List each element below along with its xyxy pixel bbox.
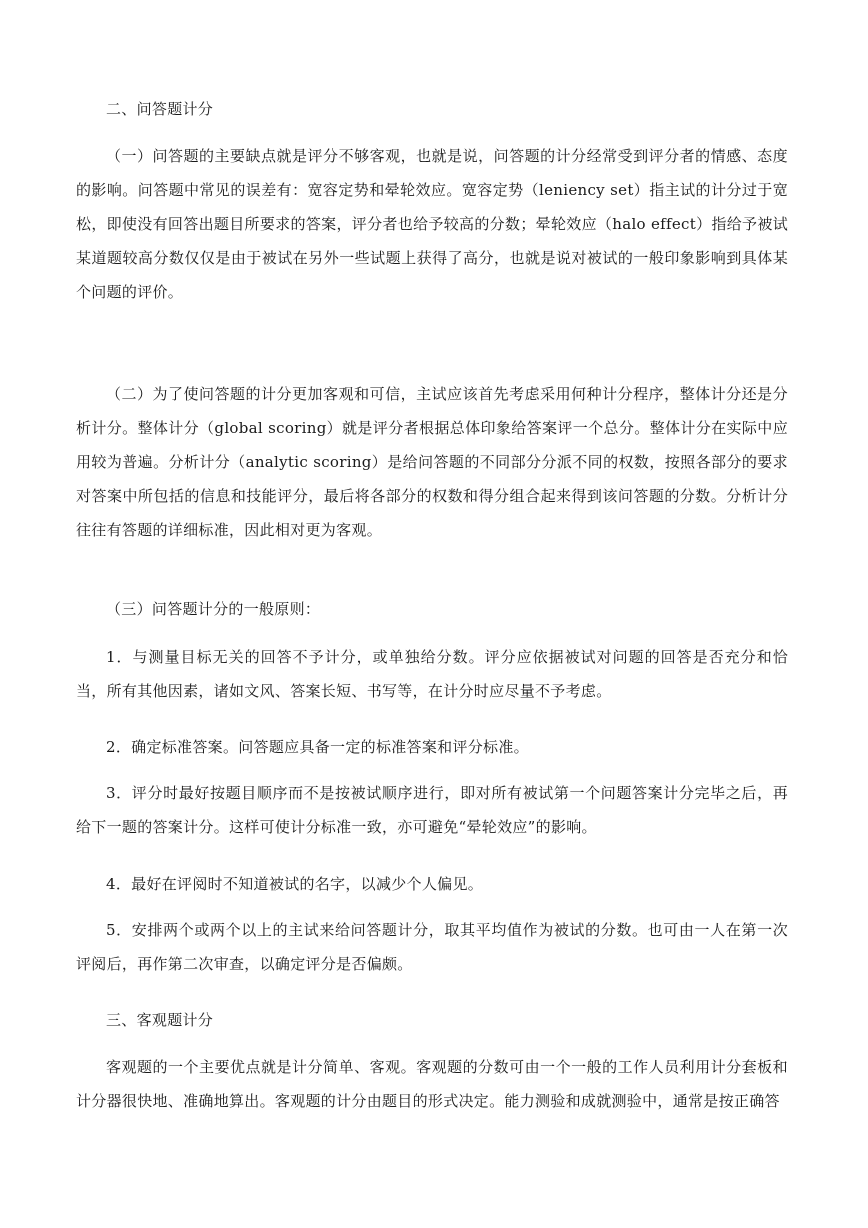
paragraph-general-principles: （三）问答题计分的一般原则： [106,600,321,618]
paragraph-essay-weakness: （一）问答题的主要缺点就是评分不够客观，也就是说，问答题的计分经常受到评分者的情感、态度的影响。问答题中常见的误差有：宽容定势和晕轮效应。宽容定势（leniency set）指主试的计分过于宽松，即使没有回答出题目所要求的答案，评分者也给予较高的分数；晕轮效应（halo effect）指给予被试某道题较高分数仅仅是由于被试在另外一些试题上获得了高分，也就是说对被试的一般印象影响到具体某个问题的评价。 [76,147,788,301]
principle-item-3: 3．评分时最好按题目顺序而不是按被试顺序进行，即对所有被试第一个问题答案计分完毕之后，再给下一题的答案计分。这样可使计分标准一致，亦可避免“晕轮效应”的影响。 [76,784,788,836]
principle-item-2: 2．确定标准答案。问答题应具备一定的标准答案和评分标准。 [106,738,529,756]
section-heading-objective-scoring: 三、客观题计分 [106,1011,214,1029]
principle-item-4: 4．最好在评阅时不知道被试的名字，以减少个人偏见。 [106,875,484,893]
principle-item-5: 5．安排两个或两个以上的主试来给问答题计分，取其平均值作为被试的分数。也可由一人在第一次评阅后，再作第二次审查，以确定评分是否偏颇。 [76,921,788,973]
principle-item-1: 1．与测量目标无关的回答不予计分，或单独给分数。评分应依据被试对问题的回答是否充分和恰当，所有其他因素，诸如文风、答案长短、书写等，在计分时应尽量不予考虑。 [76,648,788,700]
section-heading-essay-scoring: 二、问答题计分 [106,100,214,118]
paragraph-objective-items: 客观题的一个主要优点就是计分简单、客观。客观题的分数可由一个一般的工作人员利用计分套板和计分器很快地、准确地算出。客观题的计分由题目的形式决定。能力测验和成就测验中，通常是按正确答 [76,1058,788,1110]
paragraph-scoring-procedure: （二）为了使问答题的计分更加客观和可信，主试应该首先考虑采用何种计分程序，整体计分还是分析计分。整体计分（global scoring）就是评分者根据总体印象给答案评一个总分。整体计分在实际中应用较为普遍。分析计分（analytic scoring）是给问答题的不同部分分派不同的权数，按照各部分的要求对答案中所包括的信息和技能评分，最后将各部分的权数和得分组合起来得到该问答题的分数。分析计分往往有答题的详细标准，因此相对更为客观。 [76,385,788,539]
